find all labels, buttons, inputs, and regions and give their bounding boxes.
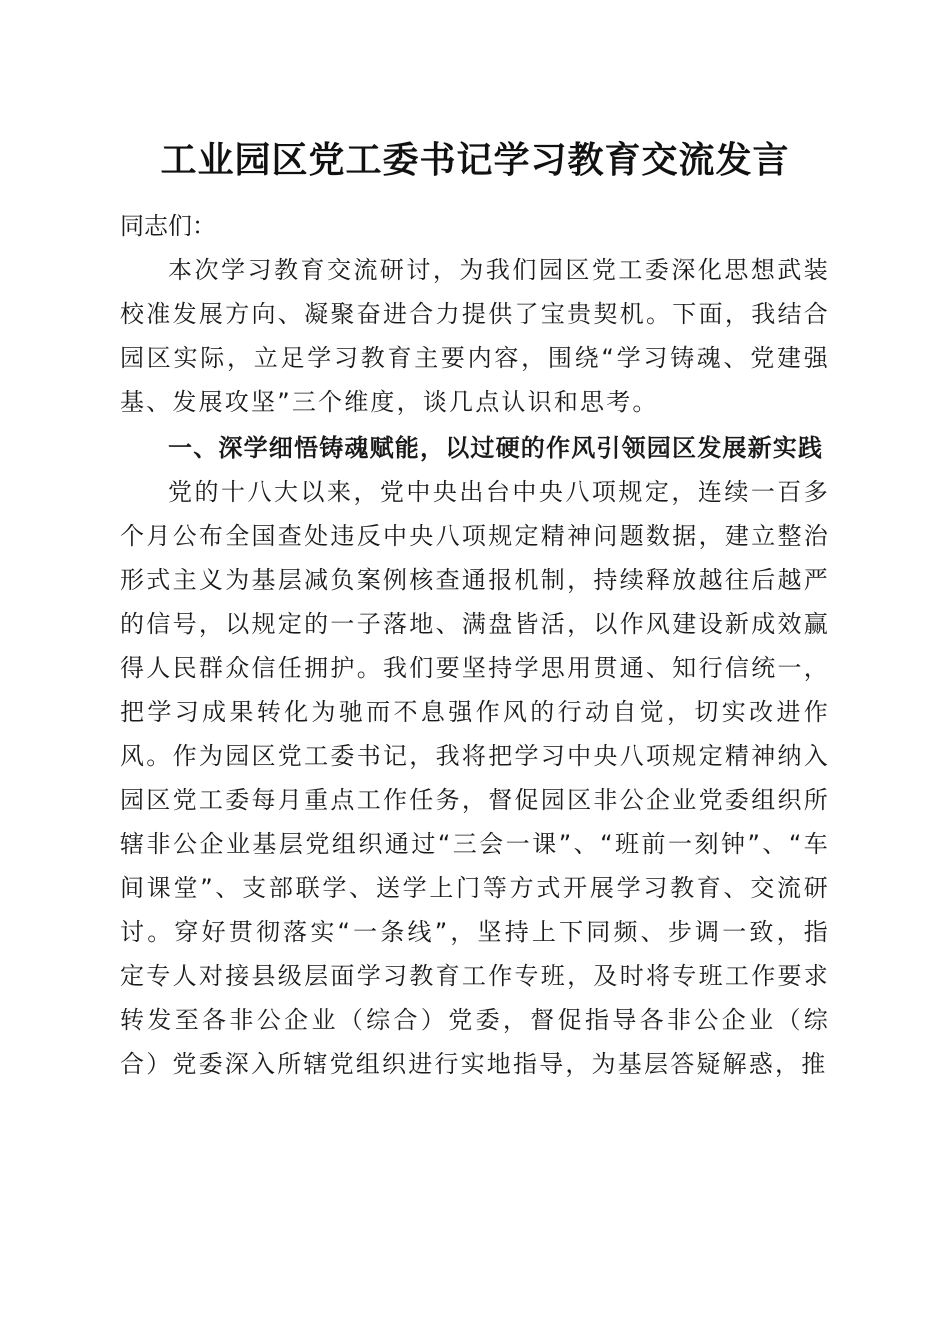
section-paragraph: 党的十八大以来，党中央出台中央八项规定，连续一百多个月公布全国查处违反中央八项规定精神问题数据，建立整治形式主义为基层减负案例核查通报机制，持续释放越往后越严的信号，以规定的一子落地、满盘皆活，以作风建设新成效赢得人民群众信任拥护。我们要坚持学思用贯通、知行信统一，把学习成果转化为驰而不息强作风的行动自觉，切实改进作风。作为园区党工委书记，我将把学习中央八项规定精神纳入园区党工委每月重点工作任务，督促园区非公企业党委组织所辖非公企业基层党组织通过“三会一课”、“班前一刻钟”、“车间课堂”、支部联学、送学上门等方式开展学习教育、交流研讨。穿好贯彻落实“一条线”，坚持上下同频、步调一致，指定专人对接县级层面学习教育工作专班，及时将专班工作要求转发至各非公企业（综合）党委，督促指导各非公企业（综合）党委深入所辖党组织进行实地指导，为基层答疑解惑，推 <box>120 478 830 1078</box>
salutation: 同志们： <box>120 212 216 240</box>
intro-paragraph: 本次学习教育交流研讨，为我们园区党工委深化思想武装校准发展方向、凝聚奋进合力提供了宝贵契机。下面，我结合园区实际，立足学习教育主要内容，围绕“学习铸魂、党建强基、发展攻坚”三个维度，谈几点认识和思考。 <box>120 256 830 416</box>
document-body <box>120 204 830 1086</box>
document-title: 工业园区党工委书记学习教育交流发言 <box>160 139 790 181</box>
section-heading: 一、深学细悟铸魂赋能，以过硬的作风引领园区发展新实践 <box>168 434 824 462</box>
